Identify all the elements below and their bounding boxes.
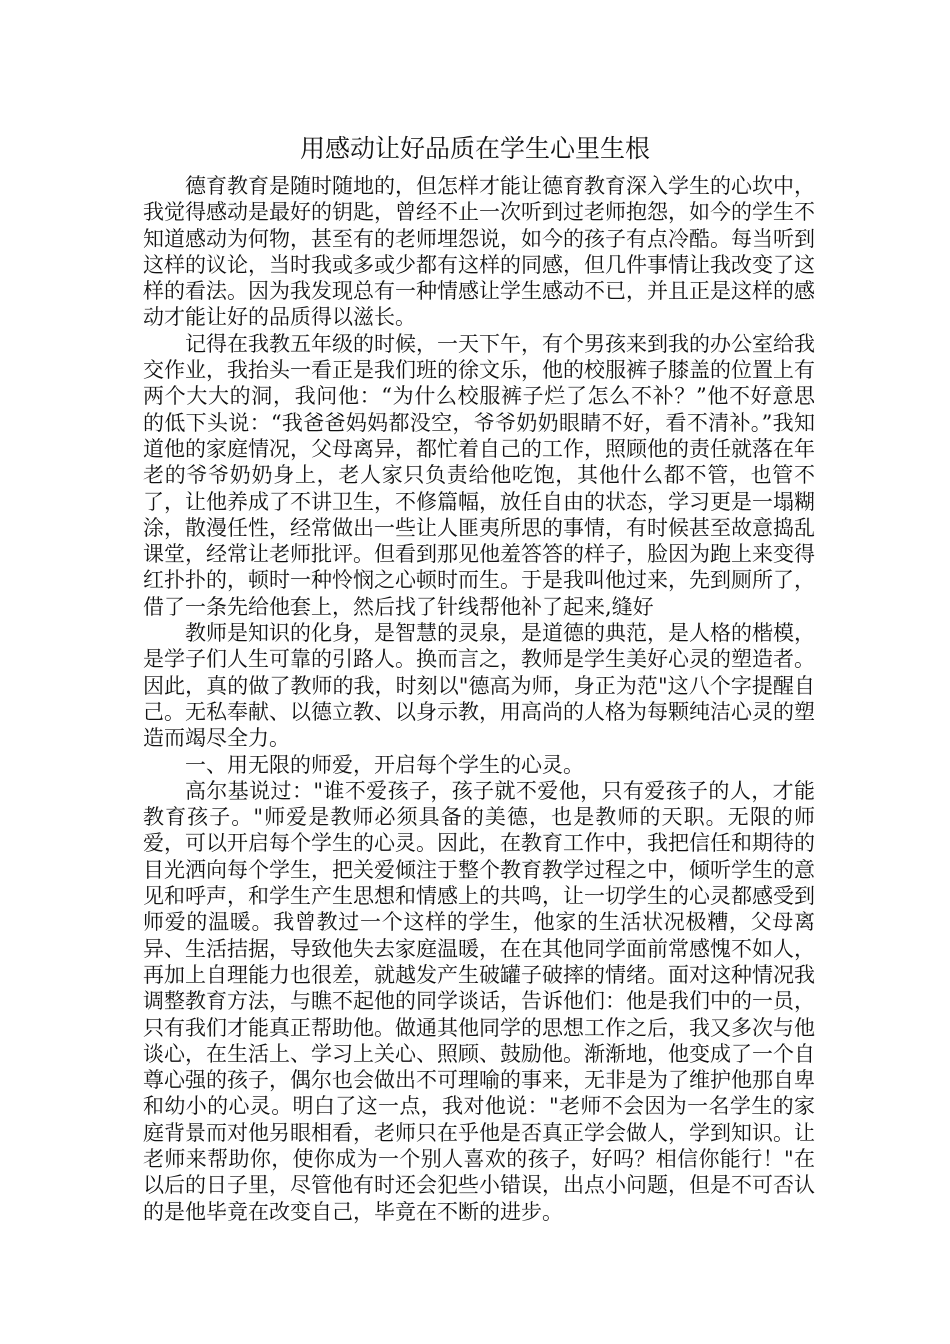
document-title: 用感动让好品质在学生心里生根 <box>299 134 650 163</box>
document-body <box>143 173 815 1225</box>
paragraph-4: 高尔基说过："谁不爱孩子，孩子就不爱他，只有爱孩子的人，才能教育孩子。"师爱是教师必须具备的美德，也是教师的天职。无限的师爱，可以开启每个学生的心灵。因此，在教育工作中，我把信任和期待的目光洒向每个学生，把关爱倾注于整个教育教学过程之中，倾听学生的意见和呼声，和学生产生思想和情感上的共鸣，让一切学生的心灵都感受到师爱的温暖。我曾教过一个这样的学生，他家的生活状况极糟，父母离异、生活拮据，导致他失去家庭温暖，在在其他同学面前常感愧不如人，再加上自理能力也很差，就越发产生破罐子破摔的情绪。面对这种情况我调整教育方法，与瞧不起他的同学谈话，告诉他们：他是我们中的一员，只有我们才能真正帮助他。做通其他同学的思想工作之后，我又多次与他谈心，在生活上、学习上关心、照顾、鼓励他。渐渐地，他变成了一个自尊心强的孩子，偶尔也会做出不可理喻的事来，无非是为了维护他那自卑和幼小的心灵。明白了这一点，我对他说："老师不会因为一名学生的家庭背景而对他另眼相看，老师只在乎他是否真正学会做人，学到知识。让老师来帮助你，使你成为一个别人喜欢的孩子，好吗？相信你能行！"在以后的日子里，尽管他有时还会犯些小错误，出点小问题，但是不可否认的是他毕竟在改变自己，毕竟在不断的进步。 <box>143 778 815 1224</box>
section-heading-1: 一、用无限的师爱，开启每个学生的心灵。 <box>185 752 584 777</box>
paragraph-1: 德育教育是随时随地的，但怎样才能让德育教育深入学生的心坎中，我觉得感动是最好的钥匙，曾经不止一次听到过老师抱怨，如今的学生不知道感动为何物，甚至有的老师埋怨说，如今的孩子有点冷酷。每当听到这样的议论，当时我或多或少都有这样的同感，但几件事情让我改变了这样的看法。因为我发现总有一种情感让学生感动不已，并且正是这样的感动才能让好的品质得以滋长。 <box>143 174 815 330</box>
paragraph-2: 记得在我教五年级的时候，一天下午，有个男孩来到我的办公室给我交作业，我抬头一看正是我们班的徐文乐，他的校服裤子膝盖的位置上有两个大大的洞，我问他：“为什么校服裤子烂了怎么不补？”他不好意思的低下头说：“我爸爸妈妈都没空，爷爷奶奶眼睛不好，看不清补。”我知道他的家庭情况，父母离异，都忙着自己的工作，照顾他的责任就落在年老的爷爷奶奶身上，老人家只负责给他吃饱，其他什么都不管，也管不了，让他养成了不讲卫生，不修篇幅，放任自由的状态，学习更是一塌糊涂，散漫任性，经常做出一些让人匪夷所思的事情，有时候甚至故意捣乱课堂，经常让老师批评。但看到那见他羞答答的样子，脸因为跑上来变得红扑扑的，顿时一种怜悯之心顿时而生。于是我叫他过来，先到厕所了，借了一条先给他套上，然后找了针线帮他补了起来,缝好 <box>143 331 815 619</box>
paragraph-3: 教师是知识的化身，是智慧的灵泉，是道德的典范，是人格的楷模，是学子们人生可靠的引路人。换而言之，教师是学生美好心灵的塑造者。因此，真的做了教师的我，时刻以"德高为师，身正为范"这八个字提醒自己。无私奉献、以德立教、以身示教，用高尚的人格为每颗纯洁心灵的塑造而竭尽全力。 <box>143 621 815 751</box>
